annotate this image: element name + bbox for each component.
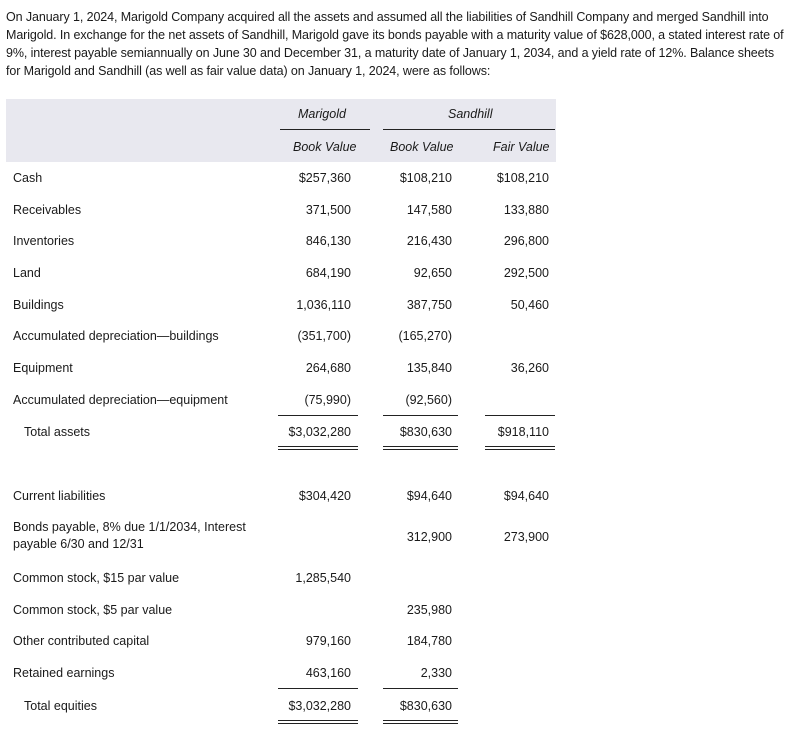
marigold-book-value: 979,160 [305,634,351,648]
sandhill-book-value: 2,330 [420,666,452,680]
total-double-rule [383,720,458,724]
total-double-rule [278,720,358,724]
sandhill-book-value: 235,980 [406,603,452,617]
sandhill-total-assets-book: $830,630 [399,425,452,439]
sandhill-fair-value: 292,500 [503,266,549,280]
row-label: Land [13,266,41,280]
row-label: Buildings [13,298,64,312]
sandhill-fair-value: 133,880 [503,203,549,217]
marigold-book-value: 846,130 [305,234,351,248]
sandhill-book-value: $94,640 [406,489,452,503]
subtotal-rule [278,688,358,689]
row-label: Inventories [13,234,75,248]
sandhill-book-value: (92,560) [405,393,452,407]
marigold-book-value: $257,360 [298,171,351,185]
header-book-value-marigold: Book Value [293,140,357,154]
header-underline [383,129,555,130]
row-label: Cash [13,171,43,185]
row-label: Equipment [13,361,73,375]
sandhill-fair-value: 296,800 [503,234,549,248]
sandhill-fair-value: $94,640 [503,489,549,503]
marigold-book-value: 371,500 [305,203,351,217]
sandhill-book-value: 216,430 [406,234,452,248]
subtotal-rule [485,415,555,416]
row-label: Other contributed capital [13,634,150,648]
row-label: Accumulated depreciation—buildings [13,329,219,343]
marigold-book-value: 1,285,540 [295,571,351,585]
row-label: Common stock, $5 par value [13,603,173,617]
marigold-book-value: (75,990) [304,393,351,407]
marigold-book-value: (351,700) [297,329,351,343]
total-double-rule [485,446,555,450]
sandhill-book-value: $108,210 [399,171,452,185]
sandhill-fair-value: 273,900 [503,530,549,544]
header-fair-value: Fair Value [493,140,550,154]
row-label: Retained earnings [13,666,115,680]
header-underline [280,129,370,130]
total-double-rule [278,446,358,450]
row-label: Receivables [13,203,82,217]
sandhill-book-value: 147,580 [406,203,452,217]
row-label: Total assets [24,425,91,439]
sandhill-book-value: 184,780 [406,634,452,648]
subtotal-rule [383,688,458,689]
marigold-book-value: $304,420 [298,489,351,503]
sandhill-total-assets-fair: $918,110 [497,425,549,439]
marigold-book-value: 264,680 [305,361,351,375]
sandhill-book-value: (165,270) [398,329,452,343]
sandhill-fair-value: 50,460 [510,298,549,312]
row-label: Current liabilities [13,489,106,503]
row-label: Bonds payable, 8% due 1/1/2034, Interest payable 6/30 and 12/31 [13,520,246,551]
marigold-total-assets: $3,032,280 [288,425,351,439]
sandhill-book-value: 312,900 [406,530,452,544]
marigold-book-value: 684,190 [305,266,351,280]
sandhill-book-value: 387,750 [406,298,452,312]
marigold-book-value: 463,160 [305,666,351,680]
header-sandhill: Sandhill [448,107,493,121]
row-label: Accumulated depreciation—equipment [13,393,228,407]
sandhill-fair-value: 36,260 [510,361,549,375]
marigold-book-value: 1,036,110 [296,298,351,312]
sandhill-total-equities: $830,630 [399,699,452,713]
row-label: Total equities [24,699,97,713]
marigold-total-equities: $3,032,280 [288,699,351,713]
header-book-value-sandhill: Book Value [390,140,454,154]
sandhill-book-value: 92,650 [413,266,452,280]
sandhill-book-value: 135,840 [406,361,452,375]
total-double-rule [383,446,458,450]
sandhill-fair-value: $108,210 [496,171,549,185]
subtotal-rule [383,415,458,416]
problem-intro: On January 1, 2024, Marigold Company acquired all the assets and assumed all the liabilities of Sandhill Company and merged Sandhill into Marigold. In exchange for the net assets of Sandhill, Marigold gave its bonds payable with a maturity value of $628,000, a stated interest rate of 9%, interest payable semiannually on June 30 and December 31, a maturity date of January 1, 2034, and a yield rate of 12%. Balance sheets for Marigold and Sandhill (as well as fair value data) on January 1, 2024, were as follows: [6,10,784,78]
subtotal-rule [278,415,358,416]
row-label: Common stock, $15 par value [13,571,180,585]
header-marigold: Marigold [298,107,346,121]
